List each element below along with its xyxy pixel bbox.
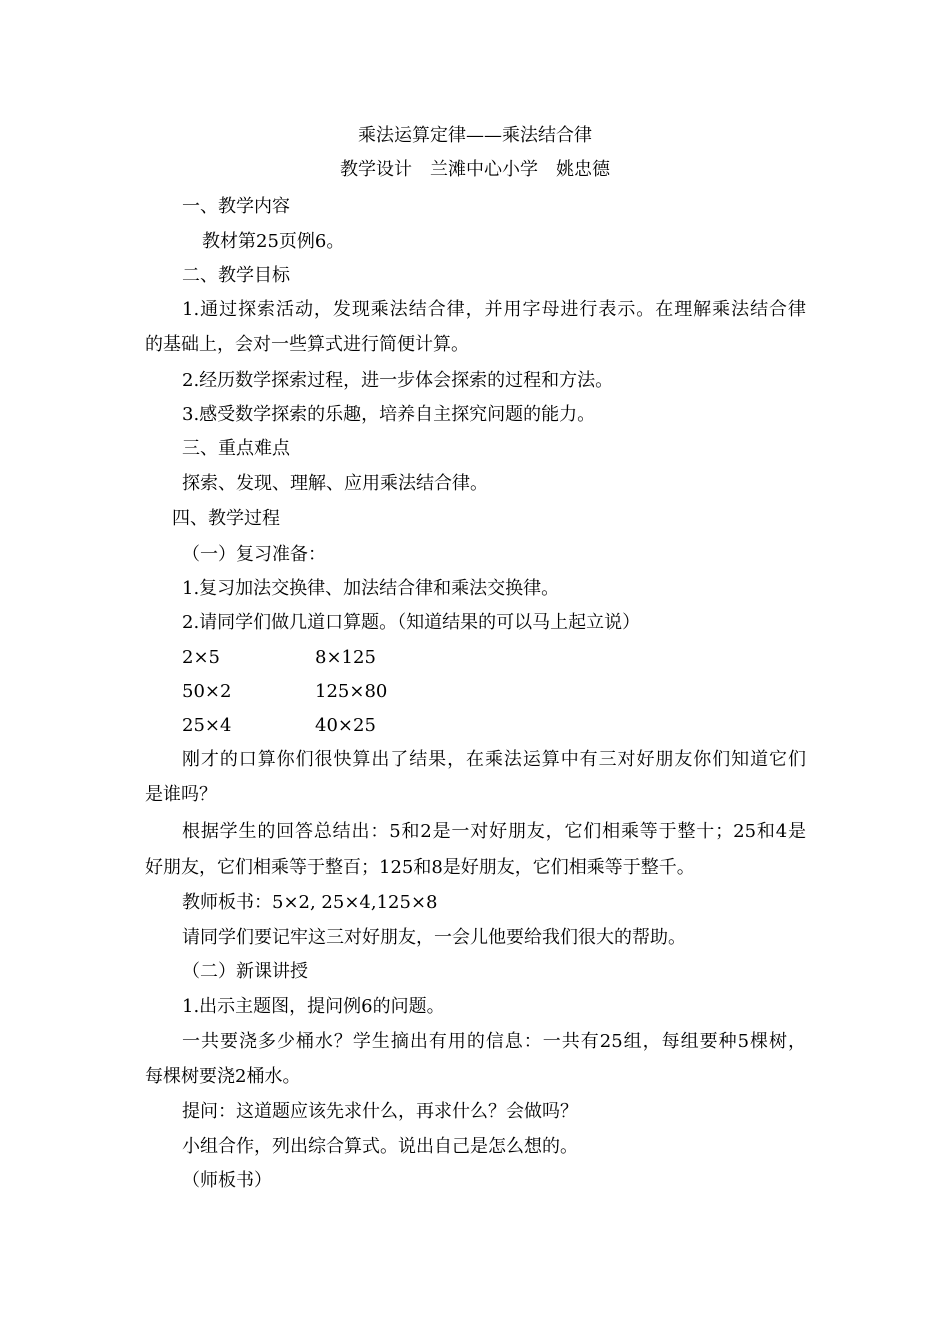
section-heading-process: 四、教学过程 <box>172 508 280 529</box>
section-text-content: 教材第25页例6。 <box>202 231 345 252</box>
calc-right: 125×80 <box>315 681 388 702</box>
calc-left: 50×2 <box>182 681 232 702</box>
goal-2: 2.经历数学探索过程，进一步体会探索的过程和方法。 <box>182 370 614 391</box>
section-heading-goals: 二、教学目标 <box>182 265 290 286</box>
remember-note: 请同学们要记牢这三对好朋友，一会儿他要给我们很大的帮助。 <box>182 927 686 948</box>
new-lesson-paragraph-line-1: 一共要浇多少桶水？学生摘出有用的信息：一共有25组，每组要种5棵树， <box>182 1031 806 1052</box>
goal-1-line-1: 1.通过探索活动，发现乘法结合律，并用字母进行表示。在理解乘法结合律 <box>182 299 806 320</box>
document-title: 乘法运算定律——乘法结合律 <box>358 125 592 146</box>
part-heading-review: （一）复习准备： <box>182 544 326 565</box>
new-lesson-paragraph-line-2: 每棵树要浇2桶水。 <box>145 1066 301 1087</box>
review-paragraph-1-line-1: 刚才的口算你们很快算出了结果，在乘法运算中有三对好朋友你们知道它们 <box>182 749 806 770</box>
new-lesson-group-work: 小组合作，列出综合算式。说出自己是怎么想的。 <box>182 1136 578 1157</box>
goal-1-line-2: 的基础上，会对一些算式进行简便计算。 <box>145 334 469 355</box>
review-paragraph-2-line-2: 好朋友，它们相乘等于整百；125和8是好朋友，它们相乘等于整千。 <box>145 857 695 878</box>
calc-right: 40×25 <box>315 715 376 736</box>
part-heading-new-lesson: （二）新课讲授 <box>182 961 308 982</box>
section-text-keypoints: 探索、发现、理解、应用乘法结合律。 <box>182 473 488 494</box>
review-paragraph-2-line-1: 根据学生的回答总结出：5和2是一对好朋友，它们相乘等于整十；25和4是 <box>182 821 806 842</box>
calc-left: 25×4 <box>182 715 232 736</box>
new-lesson-item-1: 1.出示主题图，提问例6的问题。 <box>182 996 445 1017</box>
calc-right: 8×125 <box>315 647 376 668</box>
review-item-1: 1.复习加法交换律、加法结合律和乘法交换律。 <box>182 578 560 599</box>
section-heading-keypoints: 三、重点难点 <box>182 438 290 459</box>
teacher-board-note: 教师板书：5×2, 25×4,125×8 <box>182 892 438 913</box>
review-paragraph-1-line-2: 是谁吗？ <box>145 784 217 805</box>
calc-left: 2×5 <box>182 647 220 668</box>
goal-3: 3.感受数学探索的乐趣，培养自主探究问题的能力。 <box>182 404 596 425</box>
review-item-2: 2.请同学们做几道口算题。（知道结果的可以马上起立说） <box>182 612 641 633</box>
section-heading-content: 一、教学内容 <box>182 196 290 217</box>
document-subtitle: 教学设计 兰滩中心小学 姚忠德 <box>340 159 610 180</box>
new-lesson-board-note: （师板书） <box>182 1170 272 1191</box>
new-lesson-question: 提问：这道题应该先求什么，再求什么？会做吗？ <box>182 1101 578 1122</box>
